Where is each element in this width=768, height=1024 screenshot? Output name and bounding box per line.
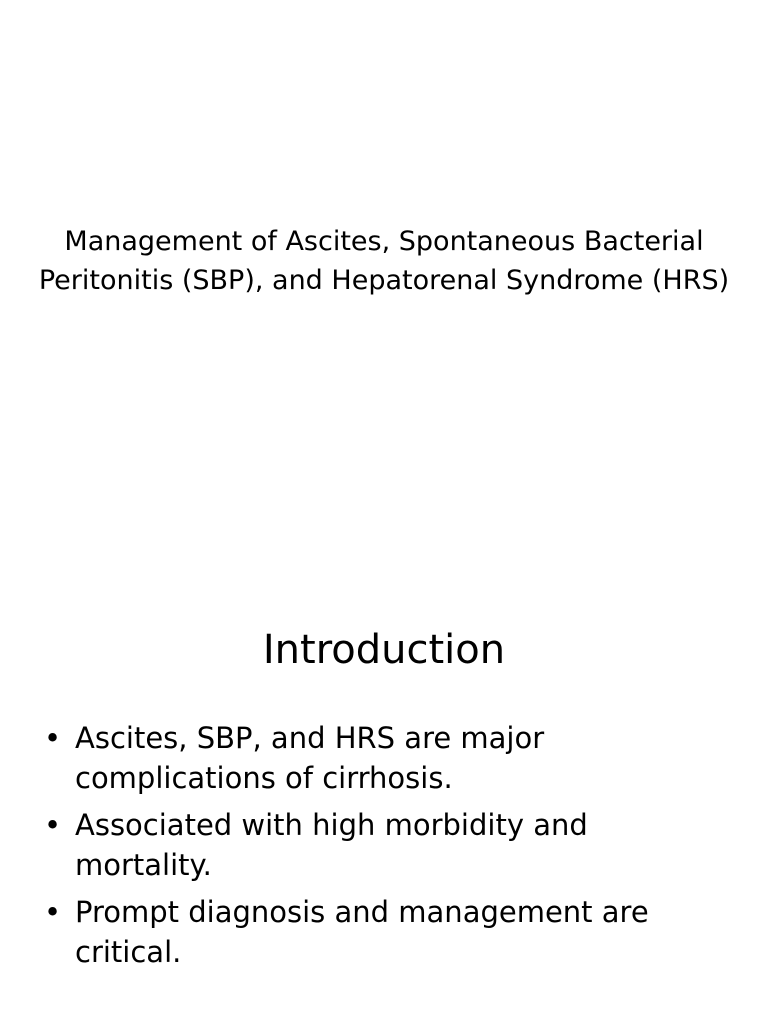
bullet-item — [38, 718, 728, 798]
bullet-text: Associated with high morbidity and mortality. — [75, 808, 588, 882]
bullet-list — [38, 718, 728, 979]
presentation-title: Management of Ascites, Spontaneous Bacterial Peritonitis (SBP), and Hepatorenal Syndrome (HRS) — [38, 226, 730, 296]
bullet-text: Prompt diagnosis and management are critical. — [75, 895, 649, 969]
bullet-item — [38, 805, 728, 885]
slide-heading: Introduction — [262, 627, 506, 673]
bullet-icon: • — [44, 895, 62, 929]
introduction-slide — [0, 512, 768, 1024]
bullet-icon: • — [44, 808, 62, 842]
bullet-icon: • — [44, 721, 62, 755]
bullet-text: Ascites, SBP, and HRS are major complications of cirrhosis. — [75, 721, 545, 795]
bullet-item — [38, 892, 728, 972]
